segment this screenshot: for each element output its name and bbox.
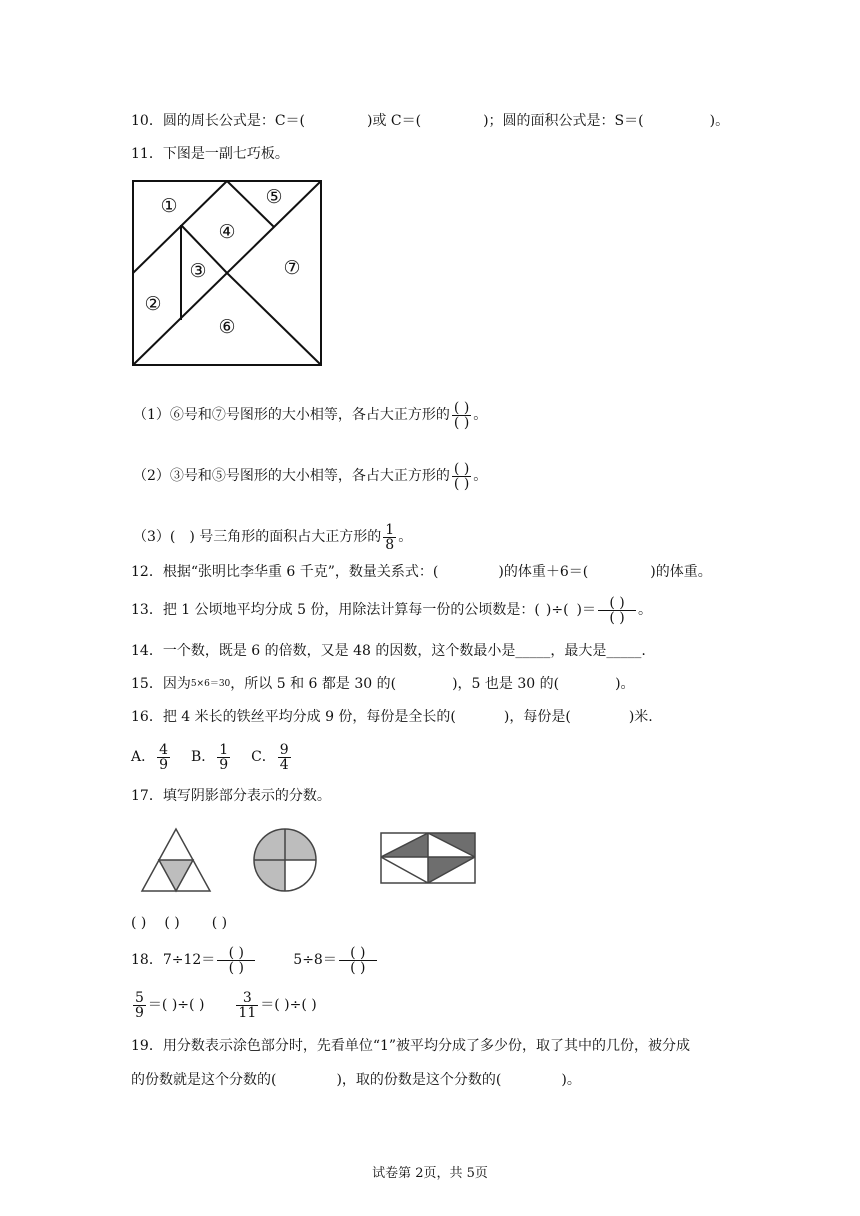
tangram-label-1: ①	[160, 195, 178, 217]
question-10: 10．圆的周长公式是：C＝( )或 C＝( )；圆的面积公式是：S＝( )。	[131, 113, 730, 129]
fraction-blank: $\frac{( )}{( )}$	[339, 946, 377, 975]
fraction-blank: $\frac{( )}{( )}$	[453, 399, 470, 431]
question-17: 17．填写阴影部分表示的分数。	[131, 788, 331, 804]
option-b[interactable]: B． $\frac{1}{9}$	[190, 741, 229, 773]
question-16: 16．把 4 米长的铁丝平均分成 9 份，每份是全长的( )，每份是( )米.	[131, 709, 653, 725]
question-13: 13．把 1 公顷地平均分成 5 份，用除法计算每一份的公顷数是：( )÷( )＝ $\frac{( )}{( )}$ 。	[131, 594, 653, 626]
question-18-row-2: $\frac{5}{9}$ ＝( )÷( ) $\frac{3}{11}$ ＝( )÷( )	[135, 989, 317, 1021]
question-17-answers	[131, 913, 227, 933]
tangram-label-4: ④	[218, 221, 236, 243]
option-c[interactable]: C． $\frac{9}{4}$	[251, 741, 289, 773]
answer-blank[interactable]: ( )	[164, 915, 180, 931]
shaded-circle-figure	[252, 827, 318, 893]
fraction-blank: $\frac{( )}{( )}$	[217, 946, 255, 975]
question-15: 15．因为5×6＝30，所以 5 和 6 都是 30 的( )，5 也是 30 的( )。	[131, 676, 635, 692]
tangram-label-7: ⑦	[283, 257, 301, 279]
option-a[interactable]: A． $\frac{4}{9}$	[131, 741, 169, 773]
question-11-part-1: （1）⑥号和⑦号图形的大小相等，各占大正方形的 $\frac{( )}{( )}$ 。	[133, 399, 488, 431]
answer-blank[interactable]: ( )	[211, 915, 228, 931]
question-11-part-3: （3）( ) 号三角形的面积占大正方形的 $\frac{1}{8}$ 。	[133, 521, 413, 553]
question-19-line-2: 的份数就是这个分数的( )，取的份数是这个分数的( )。	[131, 1072, 581, 1088]
tangram-label-2: ②	[144, 293, 162, 315]
tangram-label-3: ③	[189, 260, 207, 282]
tangram-label-6: ⑥	[218, 316, 236, 338]
question-19-line-1: 19．用分数表示涂色部分时，先看单位“1”被平均分成了多少份，取了其中的几份，被分成	[131, 1038, 691, 1054]
shaded-rectangle-figure	[379, 829, 477, 885]
answer-blank[interactable]: ( )	[131, 915, 147, 931]
question-11-intro: 11．下图是一副七巧板。	[131, 146, 289, 162]
fraction-one-eighth: $\frac{1}{8}$	[385, 521, 395, 553]
question-14: 14．一个数，既是 6 的倍数，又是 48 的因数，这个数最小是_____，最大是_____.	[131, 643, 646, 659]
page-footer: 试卷第 2页，共 5页	[372, 1166, 488, 1181]
tangram-figure	[131, 179, 323, 367]
tangram-label-5: ⑤	[265, 186, 283, 208]
fraction-blank: $\frac{( )}{( )}$	[598, 596, 636, 625]
question-12: 12．根据“张明比李华重 6 千克”，数量关系式：( )的体重＋6＝( )的体重。	[131, 564, 712, 580]
question-11-part-2: （2）③号和⑤号图形的大小相等，各占大正方形的 $\frac{( )}{( )}$ 。	[133, 460, 488, 492]
fraction-blank: $\frac{( )}{( )}$	[453, 460, 470, 492]
fraction-three-elevenths: $\frac{3}{11}$	[238, 989, 257, 1021]
fraction-five-ninths: $\frac{5}{9}$	[135, 989, 144, 1021]
question-16-options	[131, 739, 293, 775]
shaded-triangle-figure	[140, 827, 212, 893]
question-18-row-1: 18．7÷12＝ $\frac{( )}{( )}$ 5÷8＝ $\frac{( )}{( )}$	[131, 942, 379, 978]
